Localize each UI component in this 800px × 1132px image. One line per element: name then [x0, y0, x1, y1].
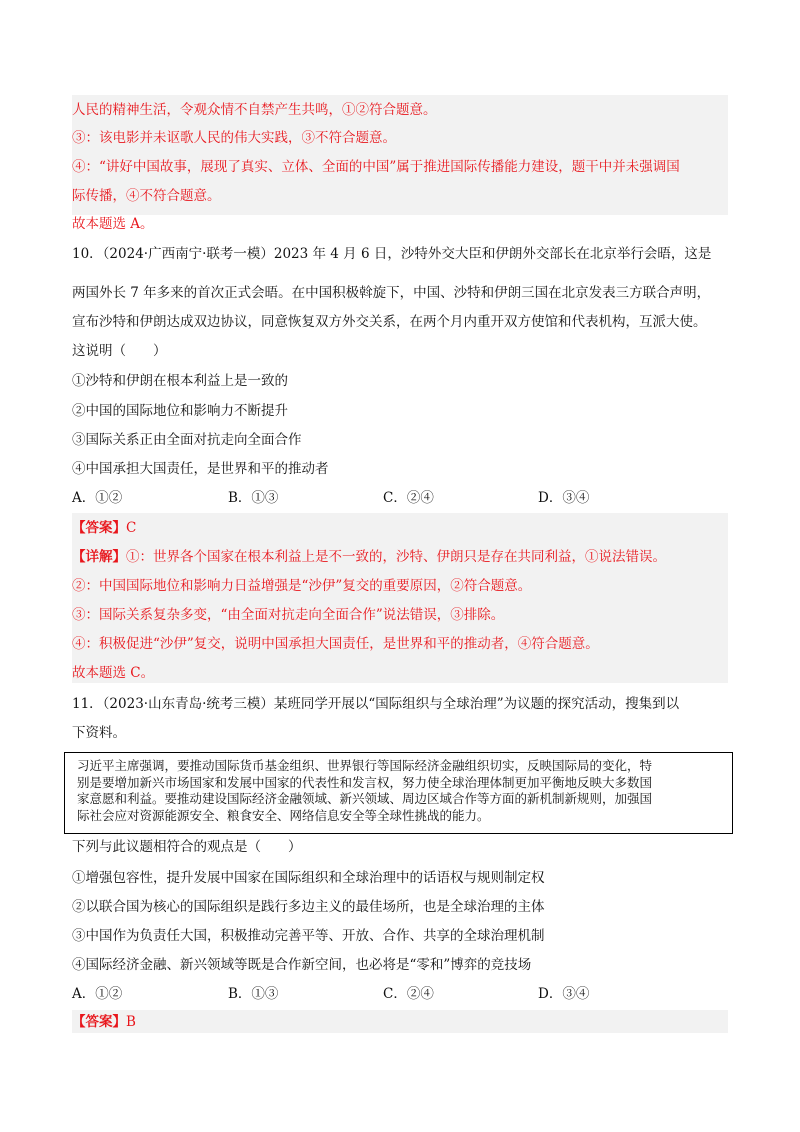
q10-answer: [72, 518, 728, 538]
answer-value: C: [126, 520, 137, 536]
q9-explain-line: ④：“讲好中国故事，展现了真实、立体、全面的中国”属于推进国际传播能力建设，题干中并未强调国: [72, 159, 680, 175]
q10-statement: ①沙特和伊朗在根本利益上是一致的: [72, 373, 288, 389]
q10-stem-line: 宣布沙特和伊朗达成双边协议，同意恢复双方外交关系，在两个月内重开双方使馆和代表机构，互派大使。: [72, 314, 707, 330]
q10-explain-line: ④：积极促进“沙伊”复交，说明中国承担大国责任，是世界和平的推动者，④符合题意。: [72, 636, 599, 652]
q10-answer-block: [72, 513, 728, 683]
q10-stem-line: 这说明（ ）: [72, 343, 167, 359]
q10-stem-line: 10．（2024·广西南宁·联考一模）2023 年 4 月 6 日，沙特外交大臣和伊朗外交部长在北京举行会晤，这是: [72, 246, 712, 262]
q9-conclusion: 故本题选 A。: [72, 216, 154, 232]
q11-option-c: C．②④: [383, 986, 434, 1002]
q10-option-c: C．②④: [383, 490, 434, 506]
q10-explain-line: [72, 547, 728, 567]
material-line: 际社会应对资源能源安全、粮食安全、网络信息安全等全球性挑战的能力。: [77, 807, 490, 823]
q11-option-a: A．①②: [72, 986, 123, 1002]
q10-explain-line: ③：国际关系复杂多变，“由全面对抗走向全面合作”说法错误，③排除。: [72, 607, 505, 623]
q10-option-b: B．①③: [228, 490, 279, 506]
explain-text: ①：世界各个国家在根本利益上是不一致的，沙特、伊朗只是存在共同利益，①说法错误。: [126, 549, 666, 565]
q11-statement: ①增强包容性，提升发展中国家在国际组织和全球治理中的话语权与规则制定权: [72, 870, 545, 886]
q11-material-box: [64, 752, 733, 834]
answer-tag: 【答案】: [72, 1014, 126, 1030]
material-line: 习近平主席强调，要推动国际货币基金组织、世界银行等国际经济金融组织切实，反映国际局的变化，特: [77, 758, 653, 773]
q9-explain-line: 人民的精神生活，令观众情不自禁产生共鸣，①②符合题意。: [72, 102, 437, 118]
q10-explain-line: ②：中国国际地位和影响力日益增强是“沙伊”复交的重要原因，②符合题意。: [72, 578, 532, 594]
q10-option-a: A．①②: [72, 490, 123, 506]
q11-option-d: D．③④: [538, 986, 590, 1002]
q11-option-b: B．①③: [228, 986, 279, 1002]
q10-statement: ③国际关系正由全面对抗走向全面合作: [72, 432, 302, 448]
q10-statement: ④中国承担大国责任，是世界和平的推动者: [72, 461, 329, 477]
answer-value: B: [126, 1014, 136, 1030]
q11-answer: [72, 1012, 728, 1032]
answer-tag: 【答案】: [72, 520, 126, 536]
q11-statement: ④国际经济金融、新兴领域等既是合作新空间，也必将是“零和”博弈的竞技场: [72, 957, 532, 973]
explain-tag: 【详解】: [72, 549, 126, 565]
q11-stem-line: 11．（2023·山东青岛·统考三模）某班同学开展以“国际组织与全球治理”为议题的探究活动，搜集到以: [72, 696, 680, 712]
material-line: 别是要增加新兴市场国家和发展中国家的代表性和发言权，努力使全球治理体制更加平衡地反映大多数国: [77, 774, 653, 790]
q10-stem-line: 两国外长 7 年多来的首次正式会晤。在中国积极斡旋下，中国、沙特和伊朗三国在北京发表三方联合声明，: [72, 285, 711, 301]
q11-statement: ②以联合国为核心的国际组织是践行多边主义的最佳场所，也是全球治理的主体: [72, 899, 545, 915]
q11-statement: ③中国作为负责任大国，积极推动完善平等、开放、合作、共享的全球治理机制: [72, 928, 545, 944]
q10-statement: ②中国的国际地位和影响力不断提升: [72, 403, 288, 419]
q10-conclusion: 故本题选 C。: [72, 665, 155, 681]
q11-stem-line: 下资料。: [72, 725, 126, 741]
q9-explain-line: 际传播，④不符合题意。: [72, 188, 221, 204]
q11-question: 下列与此议题相符合的观点是（ ）: [72, 839, 302, 855]
q9-explain-line: ③：该电影并未讴歌人民的伟大实践，③不符合题意。: [72, 130, 396, 146]
material-line: 家意愿和利益。要推动建设国际经济金融领域、新兴领域、周边区域合作等方面的新机制新规则，加强国: [77, 791, 653, 806]
q10-option-d: D．③④: [538, 490, 590, 506]
